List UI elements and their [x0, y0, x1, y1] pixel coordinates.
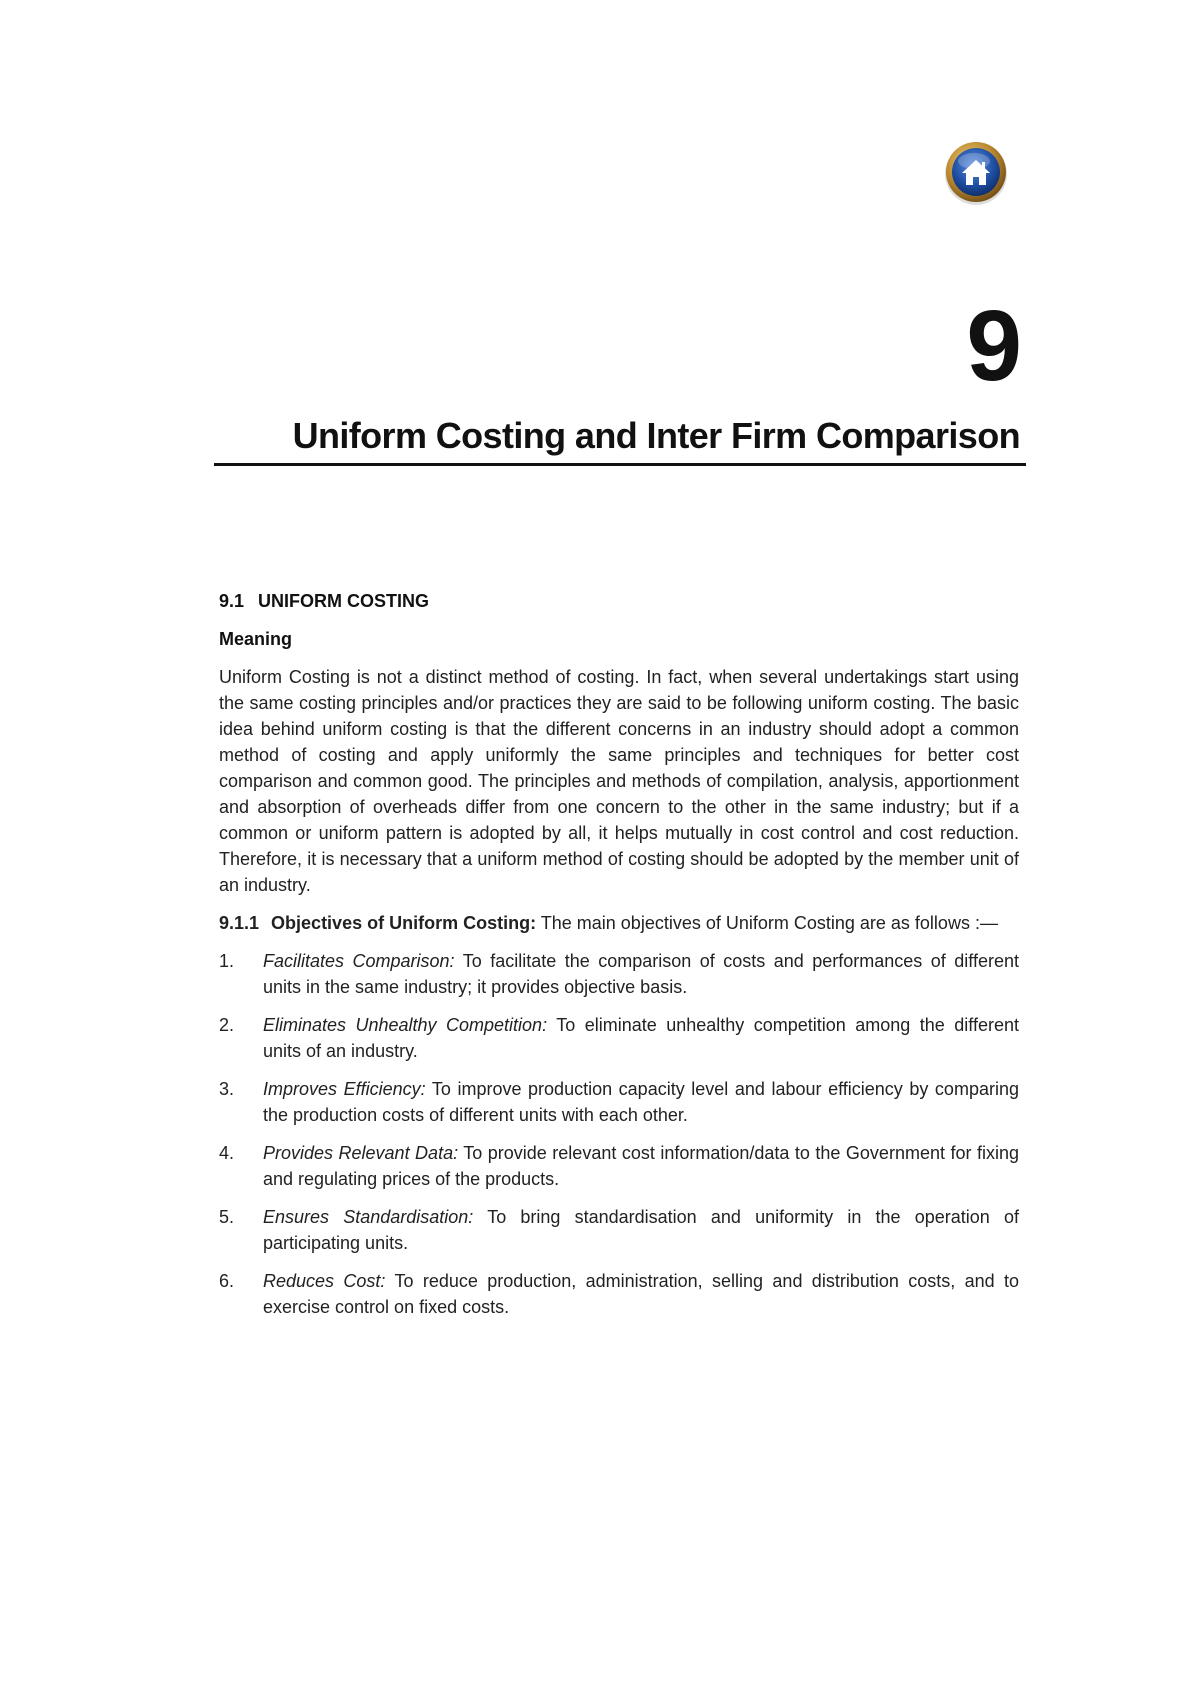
objectives-title: Objectives of Uniform Costing: [271, 913, 537, 933]
list-item-label: Ensures Standardisation: [263, 1207, 474, 1227]
list-item [219, 1268, 1019, 1320]
objectives-number: 9.1.1 [219, 913, 260, 933]
title-underline [214, 463, 1026, 466]
list-item-label: Eliminates Unhealthy Competition: [263, 1015, 548, 1035]
list-item-label: Provides Relevant Data: [263, 1143, 459, 1163]
list-item-text: To provide relevant cost information/data to the Government for fixing and regulating prices of the products. [263, 1143, 1019, 1189]
meaning-paragraph: Uniform Costing is not a distinct method of costing. In fact, when several undertakings start using the same costing principles and/or practices they are said to be following uniform costing. The basic idea behind uniform costing is that the different concerns in an industry should adopt a common method of costing and apply uniformly the same principles and techniques for better cost comparison and common good. The principles and methods of compilation, analysis, apportionment and absorption of overheads differ from one concern to the other in the same industry; but if a common or uniform pattern is adopted by all, it helps mutually in cost control and cost reduction. Therefore, it is necessary that a uniform method of costing should be adopted by the member unit of an industry. [219, 667, 1019, 895]
list-item [219, 1076, 1019, 1128]
objectives-list [219, 948, 1019, 1320]
list-item-number: 6. [219, 1271, 235, 1291]
list-item-text: To reduce production, administration, selling and distribution costs, and to exercise control on fixed costs. [263, 1271, 1019, 1317]
meaning-heading: Meaning [219, 629, 293, 649]
list-item-label: Reduces Cost: [263, 1271, 386, 1291]
list-item-label: Improves Efficiency: [263, 1079, 426, 1099]
home-button[interactable] [944, 141, 1008, 205]
list-item-text: To improve production capacity level and labour efficiency by comparing the production costs of different units with each other. [263, 1079, 1019, 1125]
list-item-number: 4. [219, 1143, 235, 1163]
list-item [219, 1012, 1019, 1064]
list-item-text: To eliminate unhealthy competition among the different units of an industry. [263, 1015, 1019, 1061]
list-item-label: Facilitates Comparison: [263, 951, 455, 971]
objectives-intro [219, 910, 1019, 936]
objectives-intro-text: The main objectives of Uniform Costing are as follows :— [540, 913, 998, 933]
home-icon [944, 141, 1008, 205]
list-item [219, 1140, 1019, 1192]
list-item-number: 3. [219, 1079, 235, 1099]
list-item [219, 1204, 1019, 1256]
chapter-title: Uniform Costing and Inter Firm Comparison [292, 415, 1020, 456]
section-number: 9.1 [219, 591, 245, 611]
chapter-number: 9 [966, 290, 1020, 402]
list-item-text: To bring standardisation and uniformity in the operation of participating units. [263, 1207, 1019, 1253]
list-item-number: 5. [219, 1207, 235, 1227]
section-heading [219, 588, 1019, 614]
list-item [219, 948, 1019, 1000]
list-item-number: 1. [219, 951, 235, 971]
list-item-number: 2. [219, 1015, 235, 1035]
section-title: UNIFORM COSTING [258, 591, 430, 611]
list-item-text: To facilitate the comparison of costs and performances of different units in the same industry; it provides objective basis. [263, 951, 1019, 997]
chapter-content [219, 588, 1019, 1332]
